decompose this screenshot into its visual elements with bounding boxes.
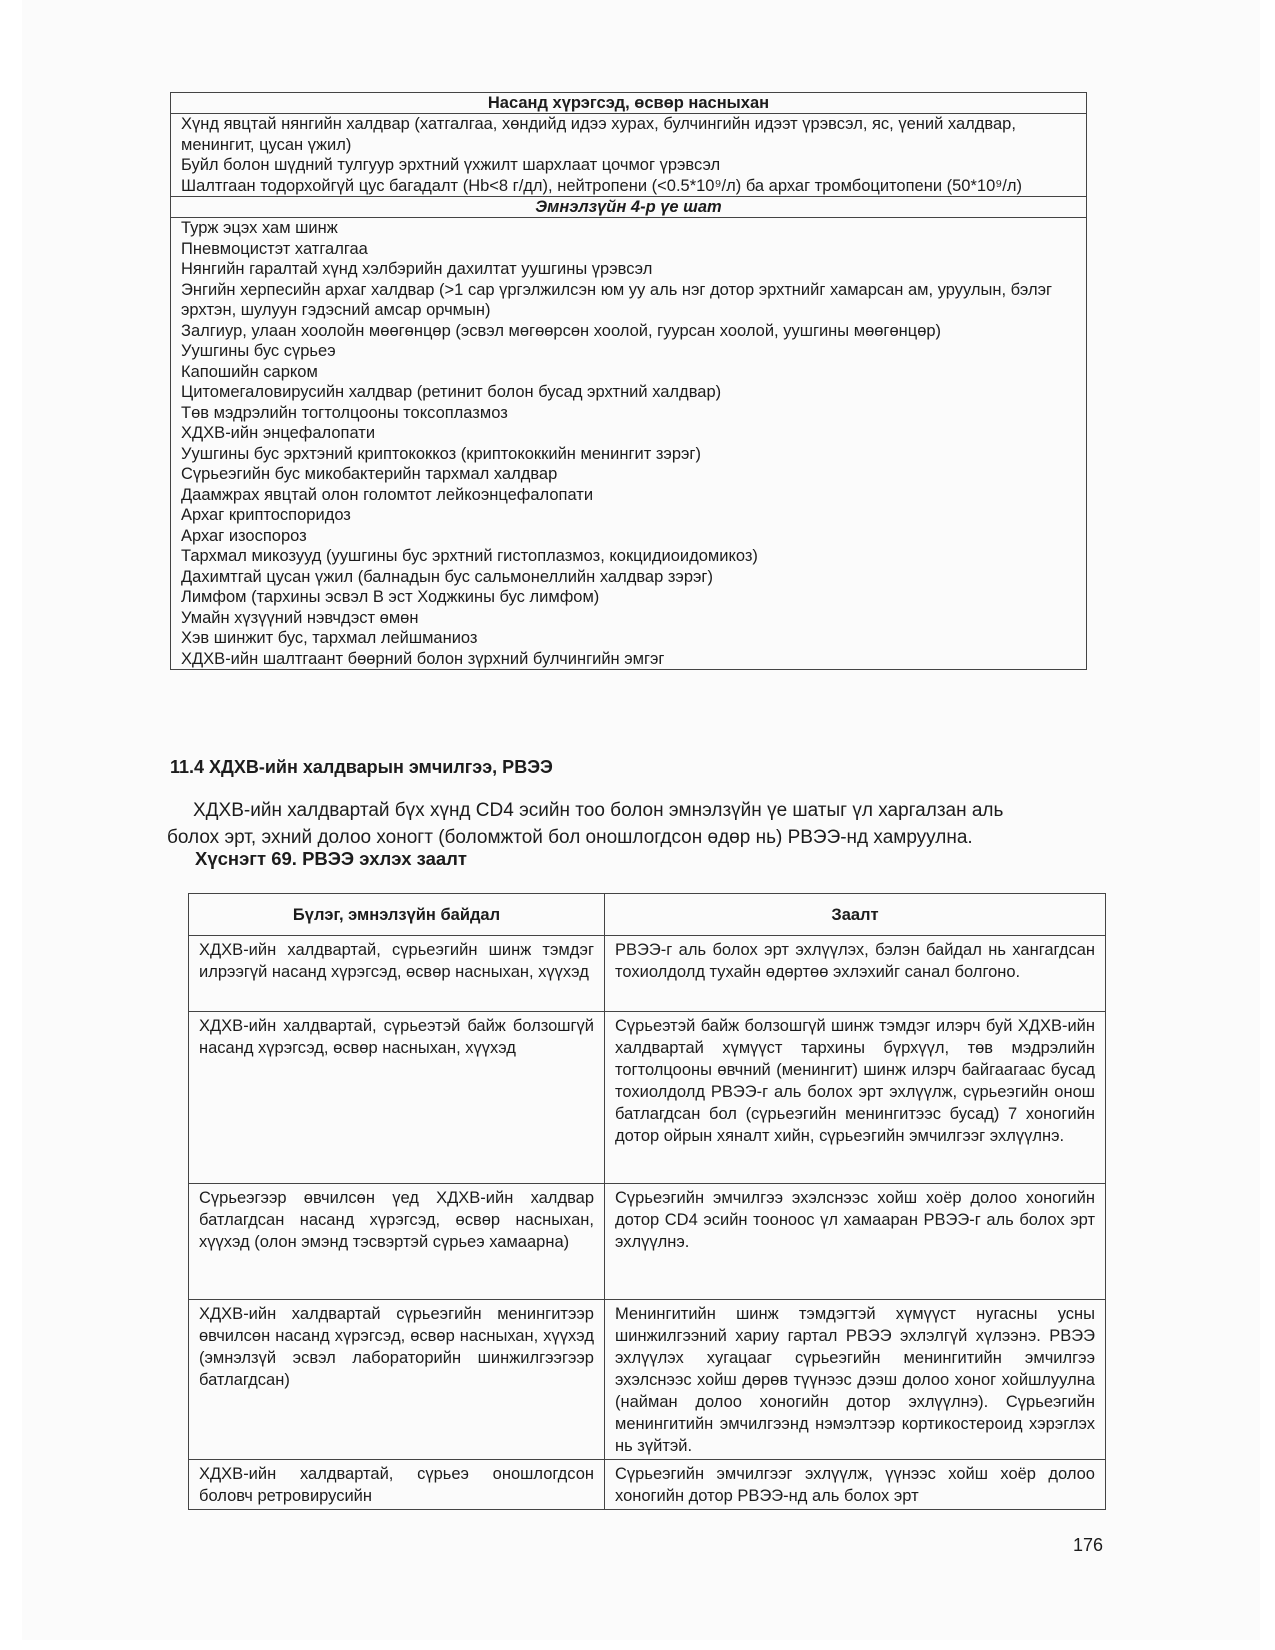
table-row: Пневмоцистэт хатгалгаа xyxy=(181,239,368,258)
table-row xyxy=(189,1012,1106,1184)
table-row: Турж эцэх хам шинж xyxy=(181,219,338,237)
group-cell: ХДХВ-ийн халдвартай, сүрьеэ оношлогдсон боловч ретровирусийн xyxy=(189,1460,605,1510)
table-row: Төв мэдрэлийн тогтолцооны токсоплазмоз xyxy=(181,403,508,422)
table-row: Архаг изоспороз xyxy=(181,526,307,545)
table-row: Капошийн сарком xyxy=(181,362,318,381)
indication-cell: Менингитийн шинж тэмдэгтэй хүмүүст нугасны усны шинжилгээний хариу гартал РВЭЭ эхлэлгүй хүлээнэ. РВЭЭ эхлүүлэх хугацааг сүрьеэгийн менингитийн эмчилгээ эхэлснээс хойш дөрөв түүнээс дээш долоо хоног хойшлуулна (найман долоо хоногийн дотор эхлүүлнэ). Сүрьеэгийн менингитийн эмчилгээнд нэмэлтээр кортикостероид хэрэглэх нь зүйтэй. xyxy=(605,1300,1106,1460)
section-heading: 11.4 ХДХВ-ийн халдварын эмчилгээ, РВЭЭ xyxy=(170,757,553,777)
indication-cell: РВЭЭ-г аль болох эрт эхлүүлэх, бэлэн байдал нь хангагдсан тохиолдолд тухайн өдөртөө эхлэхийг санал болгоно. xyxy=(605,936,1106,1012)
column-header-indication: Заалт xyxy=(605,894,1106,936)
table-row: Лимфом (тархины эсвэл В эст Ходжкины бус лимфом) xyxy=(181,588,600,606)
table-row xyxy=(189,1460,1106,1510)
indication-cell: Сүрьеэгийн эмчилгээг эхлүүлж, үүнээс хойш хоёр долоо хоногийн дотор РВЭЭ-нд аль болох эрт xyxy=(605,1460,1106,1510)
table-row xyxy=(189,1300,1106,1460)
group-cell: Сүрьеэгээр өвчилсөн үед ХДХВ-ийн халдвар батлагдсан насанд хүрэгсэд, өсвөр насныхан, хүүхэд (олон эмэнд тэсвэртэй сүрьеэ хамаарна) xyxy=(189,1184,605,1300)
table-row xyxy=(189,1184,1106,1300)
table-row xyxy=(189,936,1106,1012)
table-row: Энгийн херпесийн архаг халдвар (>1 сар үргэлжилсэн юм уу аль нэг дотор эрхтнийг хамарсан ам, уруулын, бэлэг эрхтэн, шулуун гэдэсний амсар орчмын) xyxy=(181,280,1053,319)
page-number: 176 xyxy=(1073,1535,1104,1555)
table-row: Умайн хүзүүний нэвчдэст өмөн xyxy=(181,608,419,627)
paragraph-line: ХДХВ-ийн халдвартай бүх хүнд CD4 эсийн тоо болон эмнэлзүйн үе шатыг үл харгалзан аль xyxy=(193,800,1004,821)
table-row: Дахимтгай цусан үжил (балнадын бус сальмонеллийн халдвар зэрэг) xyxy=(181,567,713,586)
table-header-stage4: Эмнэлзүйн 4-р үе шат xyxy=(171,196,1086,218)
table-header-adults: Насанд хүрэгсэд, өсвөр насныхан xyxy=(171,93,1086,114)
table-row: Архаг криптоспоридоз xyxy=(181,506,351,524)
paragraph-line: болох эрт, эхний долоо хоногт (боломжтой бол оношлогдсон өдөр нь) РВЭЭ-нд хамруулна. xyxy=(167,827,973,848)
table-row: Хэв шинжит бус, тархмал лейшманиоз xyxy=(181,629,478,647)
group-cell: ХДХВ-ийн халдвартай, сүрьеэтэй байж болзошгүй насанд хүрэгсэд, өсвөр насныхан, хүүхэд xyxy=(189,1012,605,1184)
column-header-group: Бүлэг, эмнэлзүйн байдал xyxy=(189,894,605,936)
indication-cell: Сүрьеэтэй байж болзошгүй шинж тэмдэг илэрч буй ХДХВ-ийн халдвартай хүмүүст тархины бүрхүүл, төв мэдрэлийн тогтолцооны өвчний (менингит) шинж илэрч байгаагаас бусад тохиолдолд РВЭЭ-г аль болох эрт эхлүүлж, сүрьеэгийн онош батлагдсан бол (сүрьеэгийн менингитээс бусад) 7 хоногийн дотор ойрын хяналт хийн, сүрьеэгийн эмчилгээг эхлүүлнэ. xyxy=(605,1012,1106,1184)
table-row: Сүрьеэгийн бус микобактерийн тархмал халдвар xyxy=(181,465,558,483)
group-cell: ХДХВ-ийн халдвартай, сүрьеэгийн шинж тэмдэг илрээгүй насанд хүрэгсэд, өсвөр насныхан, хүүхэд xyxy=(189,936,605,1012)
indication-cell: Сүрьеэгийн эмчилгээ эхэлснээс хойш хоёр долоо хоногийн дотор CD4 эсийн тооноос үл хамааран РВЭЭ-г аль болох эрт эхлүүлнэ. xyxy=(605,1184,1106,1300)
table-row: Нянгийн гаралтай хүнд хэлбэрийн дахилтат уушгины үрэвсэл xyxy=(181,260,653,278)
group-cell: ХДХВ-ийн халдвартай сүрьеэгийн менингитээр өвчилсөн насанд хүрэгсэд, өсвөр насныхан, хүүхэд (эмнэлзүй эсвэл лабораторийн шинжилгээгээр батлагдсан) xyxy=(189,1300,605,1460)
table-header-row xyxy=(189,894,1106,936)
table-row: Даамжрах явцтай олон голомтот лейкоэнцефалопати xyxy=(181,485,594,504)
table-row: Буйл болон шүдний тулгуур эрхтний үхжилт шархлаат цочмог үрэвсэл xyxy=(181,156,721,174)
table-row: Залгиур, улаан хоолойн мөөгөнцөр (эсвэл мөгөөрсөн хоолой, гуурсан хоолой, уушгины мөөгөнцөр) xyxy=(181,321,942,340)
art-initiation-table xyxy=(188,893,1106,1510)
table-row: Цитомегаловирусийн халдвар (ретинит болон бусад эрхтний халдвар) xyxy=(181,383,722,401)
table-row: Хүнд явцтай нянгийн халдвар (хатгалгаа, хөндийд идээ хурах, булчингийн идээт үрэвсэл, яс, үений халдвар, менингит, цусан үжил) xyxy=(181,115,1016,154)
table-row: Шалтгаан тодорхойгүй цус багадалт (Hb<8 г/дл), нейтропени (<0.5*10⁹/л) ба архаг тромбоцитопени (50*10⁹/л) xyxy=(181,176,1023,195)
table-row: Уушгины бус сүрьеэ xyxy=(181,342,336,360)
table-row: ХДХВ-ийн энцефалопати xyxy=(181,424,376,442)
table-row: Уушгины бус эрхтэний криптококкоз (криптококкийн менингит зэрэг) xyxy=(181,444,701,463)
section-paragraph xyxy=(167,797,1107,851)
table-row: Тархмал микозууд (уушгины бус эрхтний гистоплазмоз, кокцидиоидомикоз) xyxy=(181,547,758,565)
table-caption: Хүснэгт 69. РВЭЭ эхлэх заалт xyxy=(195,848,467,869)
clinical-stage-table xyxy=(170,92,1087,670)
table-row: ХДХВ-ийн шалтгаант бөөрний болон зүрхний булчингийн эмгэг xyxy=(181,649,665,668)
